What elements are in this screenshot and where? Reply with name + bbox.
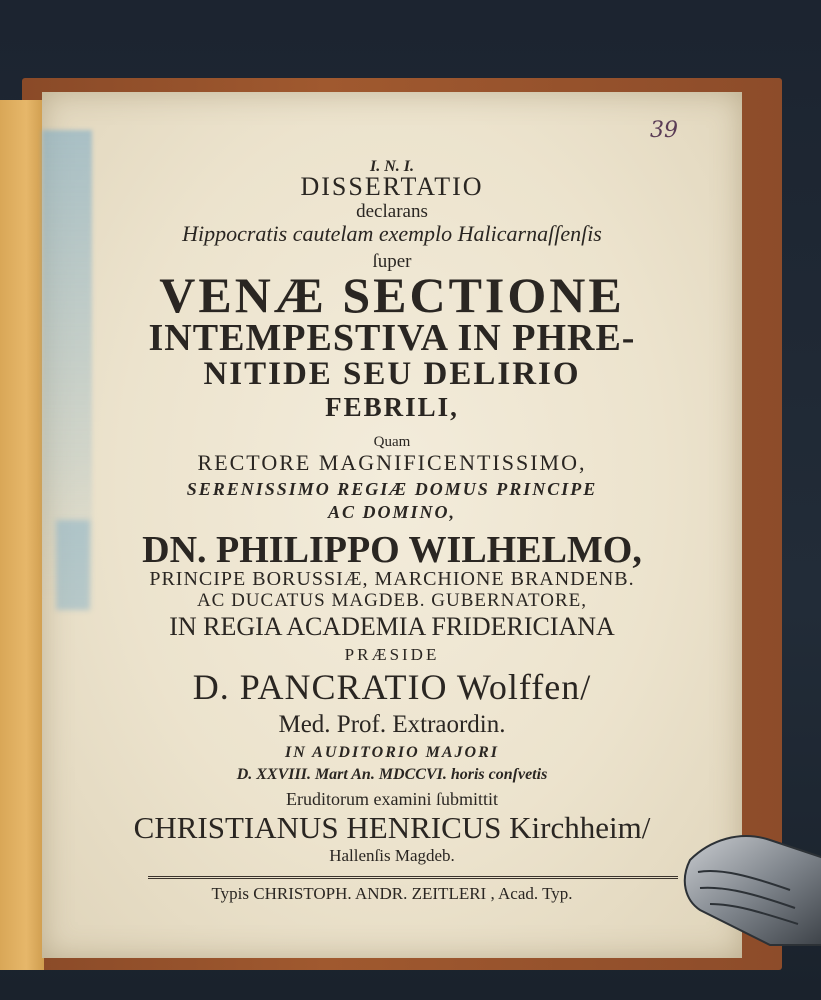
line-principe: PRINCIPE BORUSSIÆ, MARCHIONE BRANDENB. — [149, 568, 635, 590]
line-rectore: RECTORE MAGNIFICENTISSIMO, — [197, 450, 587, 475]
line-ac-domino: AC DOMINO, — [327, 502, 457, 522]
title-nitide: NITIDE SEU DELIRIO — [203, 356, 581, 392]
line-eruditorum: Eruditorum examini ſubmittit — [286, 789, 498, 809]
endpaper-edge — [0, 100, 44, 970]
heading-dissertatio: DISSERTATIO — [300, 172, 484, 201]
metal-hand-page-holder — [680, 820, 821, 950]
pencil-note: 39 — [650, 118, 678, 143]
line-typis: Typis CHRISTOPH. ANDR. ZEITLERI , Acad. Typ. — [211, 884, 573, 903]
line-quam: Quam — [373, 434, 411, 450]
line-pancratio: D. PANCRATIO Wolffen/ — [192, 667, 592, 707]
main-title-venae: VENÆ SECTIONE — [159, 267, 625, 323]
line-declarans: declarans — [356, 201, 428, 222]
line-christianus: CHRISTIANUS HENRICUS Kirchheim/ — [133, 810, 651, 845]
line-med-prof: Med. Prof. Extraordin. — [278, 711, 506, 738]
divider-rule — [148, 876, 678, 879]
line-ducatus: AC DUCATUS MAGDEB. GUBERNATORE, — [196, 590, 588, 611]
line-regia: IN REGIA ACADEMIA FRIDERICIANA — [169, 612, 615, 641]
invocation: I. N. I. — [369, 158, 414, 175]
line-date: D. XXVIII. Mart An. MDCCVI. horis conſvetis — [236, 766, 548, 783]
line-super: ſuper — [372, 251, 412, 272]
line-philippo: DN. PHILIPPO WILHELMO, — [142, 529, 642, 571]
title-febrili: FEBRILI, — [325, 392, 459, 422]
line-praeside: PRÆSIDE — [344, 645, 440, 664]
line-hallensis: Hallenſis Magdeb. — [329, 846, 455, 865]
line-hippocratis: Hippocratis cautelam exemplo Halicarnaſſenſis — [182, 221, 602, 246]
line-auditorio: IN AUDITORIO MAJORI — [284, 744, 500, 761]
title-intempestiva: INTEMPESTIVA IN PHRE- — [148, 317, 636, 359]
line-serenissimo: SERENISSIMO REGIÆ DOMUS PRINCIPE — [186, 479, 598, 499]
